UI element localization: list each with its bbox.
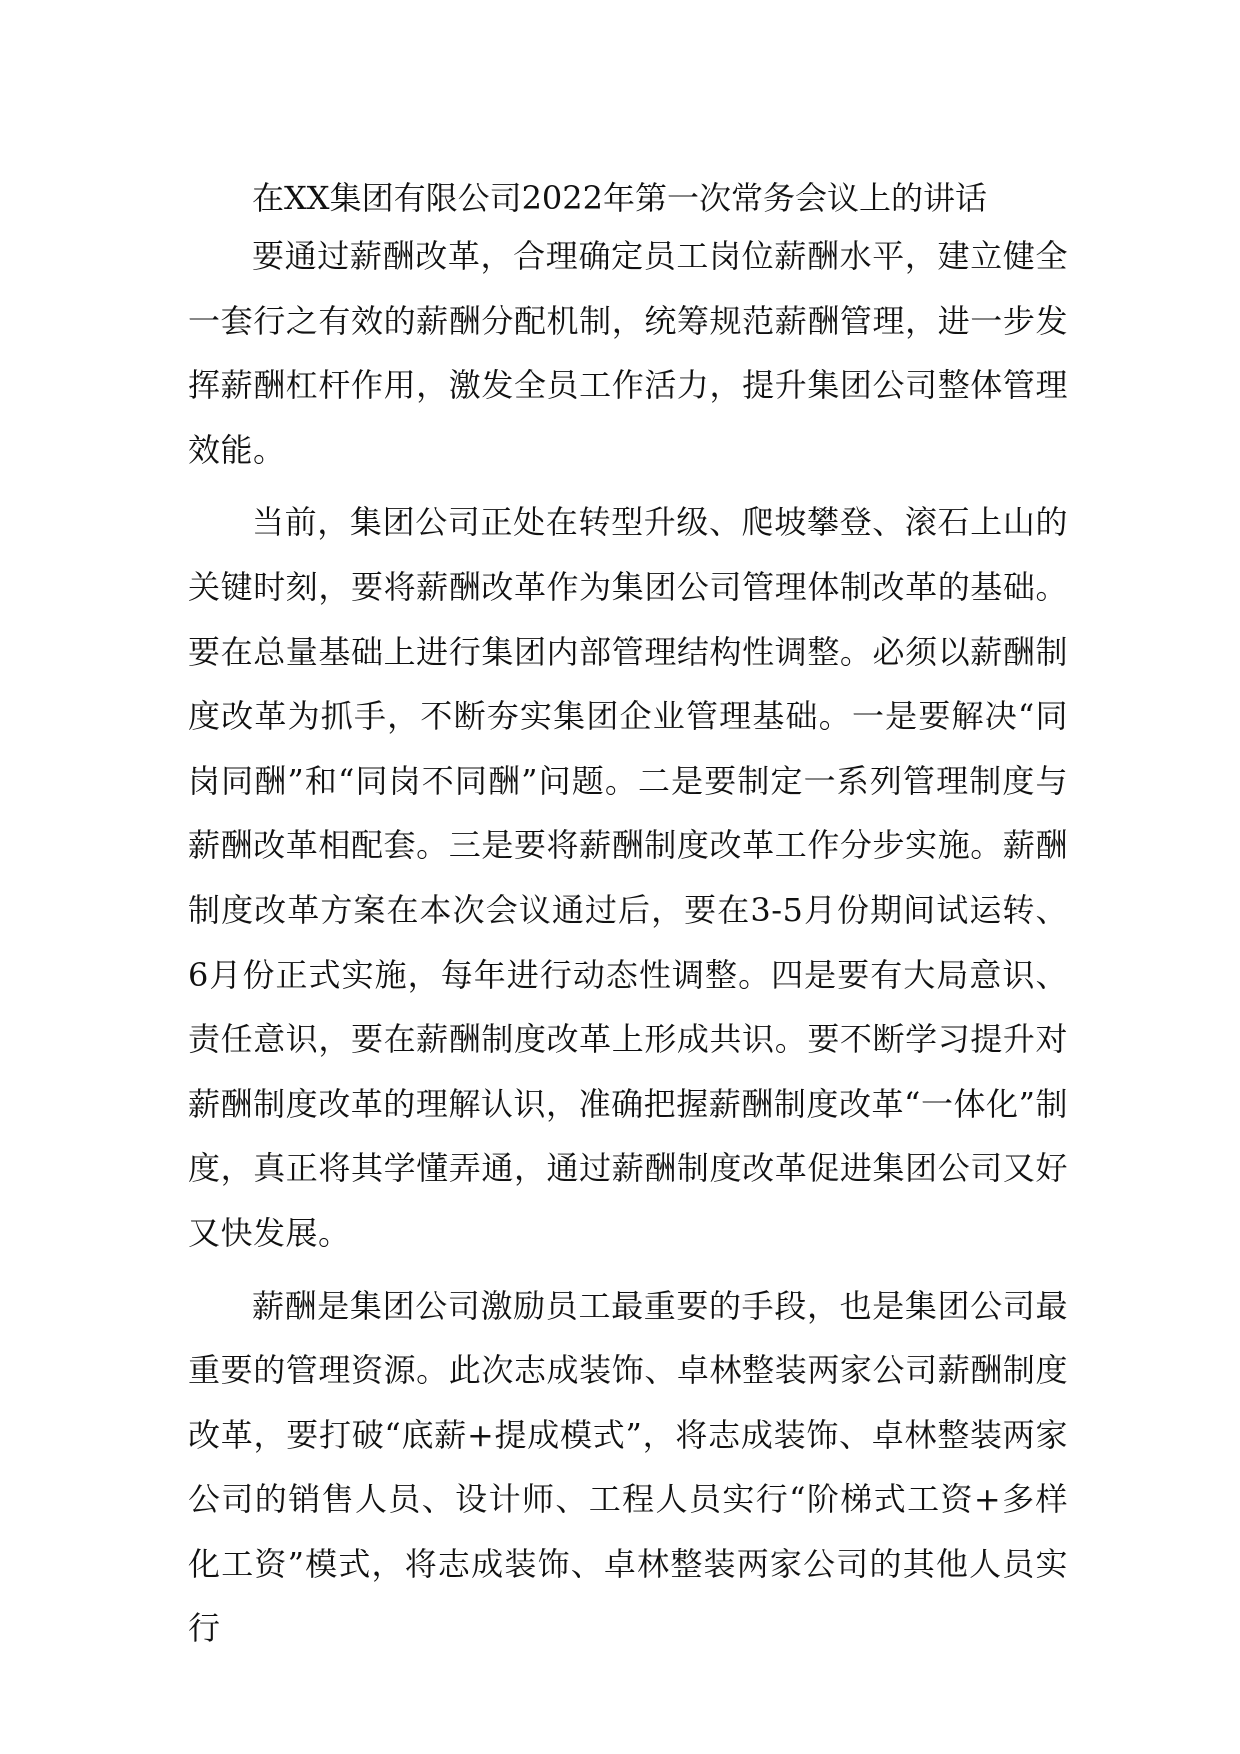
document-title: 在XX集团有限公司2022年第一次常务会议上的讲话 (252, 179, 988, 217)
document-body (188, 172, 1068, 1661)
paragraph-salary-reform-goals: 要通过薪酬改革，合理确定员工岗位薪酬水平，建立健全一套行之有效的薪酬分配机制，统筹规范薪酬管理，进一步发挥薪酬杠杆作用，激发全员工作活力，提升集团公司整体管理效能。 (188, 237, 1068, 469)
paragraph-current-situation: 当前，集团公司正处在转型升级、爬坡攀登、滚石上山的关键时刻，要将薪酬改革作为集团公司管理体制改革的基础。要在总量基础上进行集团内部管理结构性调整。必须以薪酬制度改革为抓手，不断夯实集团企业管理基础。一是要解决“同岗同酬”和“同岗不同酬”问题。二是要制定一系列管理制度与薪酬改革相配套。三是要将薪酬制度改革工作分步实施。薪酬制度改革方案在本次会议通过后，要在3-5月份期间试运转、6月份正式实施，每年进行动态性调整。四是要有大局意识、责任意识，要在薪酬制度改革上形成共识。要不断学习提升对薪酬制度改革的理解认识，准确把握薪酬制度改革“一体化”制度，真正将其学懂弄通，通过薪酬制度改革促进集团公司又好又快发展。 (188, 503, 1068, 1252)
paragraph-incentive-mechanism: 薪酬是集团公司激励员工最重要的手段，也是集团公司最重要的管理资源。此次志成装饰、卓林整装两家公司薪酬制度改革，要打破“底薪+提成模式”，将志成装饰、卓林整装两家公司的销售人员、设计师、工程人员实行“阶梯式工资+多样化工资”模式，将志成装饰、卓林整装两家公司的其他人员实行 (188, 1286, 1068, 1648)
